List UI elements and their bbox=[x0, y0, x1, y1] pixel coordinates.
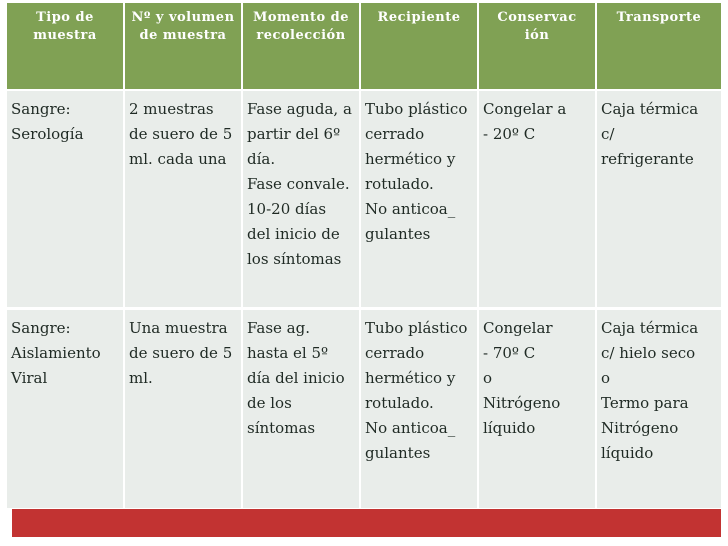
cell-volumen: 2 muestras de suero de 5 ml. cada una bbox=[129, 100, 233, 168]
column-divider bbox=[241, 3, 243, 508]
header-transporte: Transporte bbox=[616, 10, 702, 25]
table-row bbox=[7, 91, 721, 307]
cell-recipiente: Tubo plástico cerrado hermético y rotulado. No anticoa_ gulantes bbox=[365, 319, 468, 462]
cell-volumen: Una muestra de suero de 5 ml. bbox=[129, 319, 233, 387]
cell-momento: Fase ag. hasta el 5º día del inicio de los síntomas bbox=[247, 319, 345, 437]
cell-tipo: Sangre: Aislamiento Viral bbox=[11, 319, 101, 387]
cell-conservacion: Congelar - 70º C o Nitrógeno líquido bbox=[483, 319, 561, 437]
header-momento-recoleccion: Momento de recolección bbox=[252, 10, 350, 43]
column-divider bbox=[359, 3, 361, 508]
column-divider bbox=[595, 3, 597, 508]
column-divider bbox=[477, 3, 479, 508]
cell-tipo: Sangre: Serología bbox=[11, 100, 84, 143]
cell-transporte: Caja térmica c/ refrigerante bbox=[601, 100, 699, 168]
table-row bbox=[7, 310, 721, 508]
cell-conservacion: Congelar a - 20º C bbox=[483, 100, 567, 143]
cell-recipiente: Tubo plástico cerrado hermético y rotulado. No anticoa_ gulantes bbox=[365, 100, 468, 243]
table-header-row bbox=[7, 3, 721, 89]
cell-transporte: Caja térmica c/ hielo seco o Termo para Nitrógeno líquido bbox=[601, 319, 699, 462]
cell-momento: Fase aguda, a partir del 6º día. Fase convale. 10-20 días del inicio de los síntomas bbox=[247, 100, 352, 268]
footer-accent-bar bbox=[12, 509, 721, 537]
header-tipo-de-muestra: Tipo de muestra bbox=[33, 10, 97, 43]
header-numero-volumen: Nº y volumen de muestra bbox=[131, 10, 235, 43]
header-recipiente: Recipiente bbox=[377, 10, 461, 25]
column-divider bbox=[123, 3, 125, 508]
header-conservacion: Conservación bbox=[497, 10, 577, 43]
sample-table bbox=[7, 3, 721, 508]
